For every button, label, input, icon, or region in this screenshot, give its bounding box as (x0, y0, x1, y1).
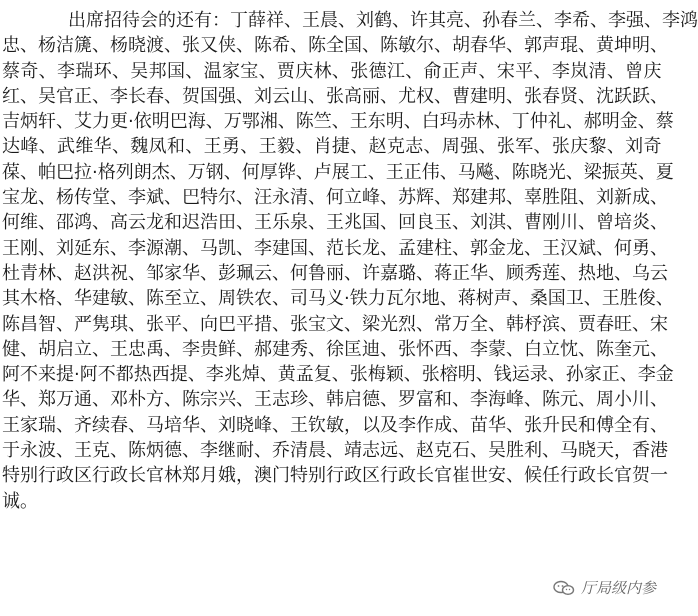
article-body (2, 8, 698, 514)
watermark-text: 厅局级内参 (580, 579, 656, 597)
text-line: 阿 不 来 提 · 阿 不 都 热 西 提 、 李 兆 焯 、 黄 孟 复 、 张 梅 颖 、 张 榕 明 、 钱 运 录 、 孙 家 正 、 李 金 (2, 364, 674, 386)
text-line: 吉 炳 轩 、 艾 力 更 · 依 明 巴 海 、 万 鄂 湘 、 陈 竺 、 王 东 明 、 白 玛 赤 林 、 丁 仲 礼 、 郝 明 金 、 蔡 (2, 111, 674, 133)
text-line: 健 、 胡 启 立 、 王 忠 禹 、 李 贵 鲜 、 郝 建 秀 、 徐 匡 迪 、 张 怀 西 、 李 蒙 、 白 立 忱 、 陈 奎 元 、 (2, 338, 668, 360)
text-line: 于 永 波 、 王 克 、 陈 炳 德 、 李 继 耐 、 乔 清 晨 、 靖 志 远 、 赵 克 石 、 吴 胜 利 、 马 晓 天 ， 香 港 (2, 440, 668, 462)
text-line: 蔡 奇 、 李 瑞 环 、 吴 邦 国 、 温 家 宝 、 贾 庆 林 、 张 德 江 、 俞 正 声 、 宋 平 、 李 岚 清 、 曾 庆 (2, 60, 662, 82)
text-line: 杜 青 林 、 赵 洪 祝 、 邹 家 华 、 彭 珮 云 、 何 鲁 丽 、 许 嘉 璐 、 蒋 正 华 、 顾 秀 莲 、 热 地 、 乌 云 (2, 262, 668, 284)
text-line: 王 刚 、 刘 延 东 、 李 源 潮 、 马 凯 、 李 建 国 、 范 长 龙 、 孟 建 柱 、 郭 金 龙 、 王 汉 斌 、 何 勇 、 (2, 237, 668, 259)
text-line: 红 、 吴 官 正 、 李 长 春 、 贺 国 强 、 刘 云 山 、 张 高 丽 、 尤 权 、 曹 建 明 、 张 春 贤 、 沈 跃 跃 、 (2, 85, 668, 107)
text-line: 何 维 、 邵 鸿 、 高 云 龙 和 迟 浩 田 、 王 乐 泉 、 王 兆 国 、 回 良 玉 、 刘 淇 、 曹 刚 川 、 曾 培 炎 、 (2, 212, 668, 234)
text-line: 华 、 郑 万 通 、 邓 朴 方 、 陈 宗 兴 、 王 志 珍 、 韩 启 德 、 罗 富 和 、 李 海 峰 、 陈 元 、 周 小 川 、 (2, 389, 668, 411)
text-line: 王 家 瑞 、 齐 续 春 、 马 培 华 、 刘 晓 峰 、 王 钦 敏 ， 以 及 李 作 成 、 苗 华 、 张 升 民 和 傅 全 有 、 (2, 414, 668, 436)
text-line: 陈 昌 智 、 严 隽 琪 、 张 平 、 向 巴 平 措 、 张 宝 文 、 梁 光 烈 、 常 万 全 、 韩 杼 滨 、 贾 春 旺 、 宋 (2, 313, 668, 335)
source-watermark (553, 577, 656, 598)
chat-bubbles-icon (553, 580, 575, 596)
text-line: 诚 。 (2, 490, 38, 512)
text-line: 宝 龙 、 杨 传 堂 、 李 斌 、 巴 特 尔 、 汪 永 清 、 何 立 峰 、 苏 辉 、 郑 建 邦 、 辜 胜 阻 、 刘 新 成 、 (2, 187, 668, 209)
text-line: 特 别 行 政 区 行 政 长 官 林 郑 月 娥 ， 澳 门 特 别 行 政 区 行 政 长 官 崔 世 安 、 候 任 行 政 长 官 贺 一 (2, 465, 668, 487)
text-line: 出 席 招 待 会 的 还 有 ： 丁 薛 祥 、 王 晨 、 刘 鹤 、 许 其 亮 、 孙 春 兰 、 李 希 、 李 强 、 李 鸿 (68, 10, 698, 31)
text-line: 忠 、 杨 洁 篪 、 杨 晓 渡 、 张 又 侠 、 陈 希 、 陈 全 国 、 陈 敏 尔 、 胡 春 华 、 郭 声 琨 、 黄 坤 明 、 (2, 35, 668, 57)
text-line: 葆 、 帕 巴 拉 · 格 列 朗 杰 、 万 钢 、 何 厚 铧 、 卢 展 工 、 王 正 伟 、 马 飚 、 陈 晓 光 、 梁 振 英 、 夏 (2, 161, 674, 183)
text-line: 其 木 格 、 华 建 敏 、 陈 至 立 、 周 铁 农 、 司 马 义 · 铁 力 瓦 尔 地 、 蒋 树 声 、 桑 国 卫 、 王 胜 俊 、 (2, 288, 674, 310)
text-line: 达 峰 、 武 维 华 、 魏 凤 和 、 王 勇 、 王 毅 、 肖 捷 、 赵 克 志 、 周 强 、 张 军 、 张 庆 黎 、 刘 奇 (2, 136, 662, 158)
